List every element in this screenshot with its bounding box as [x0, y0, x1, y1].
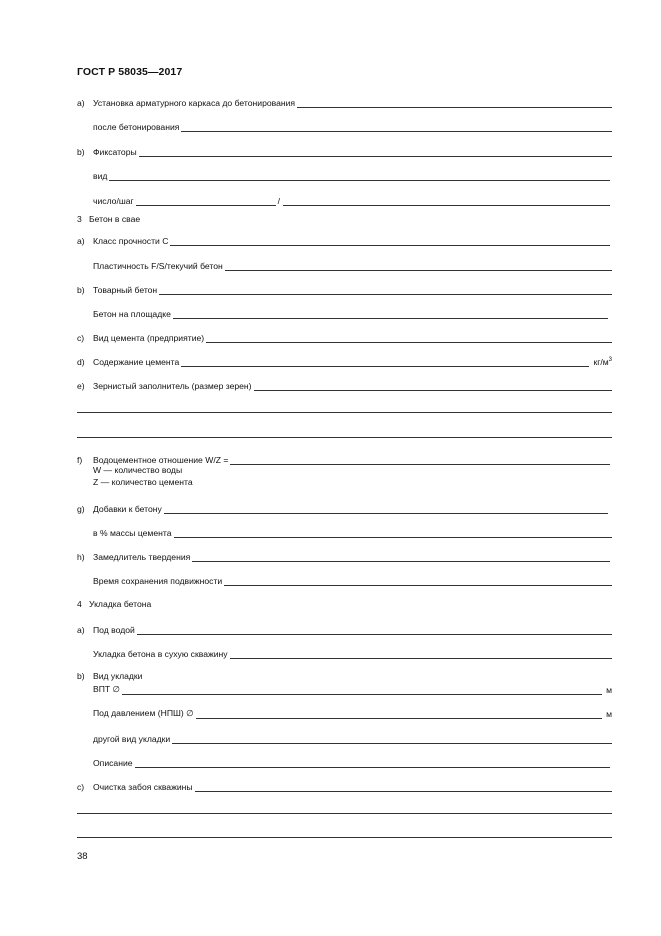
fill-line-number[interactable]	[136, 196, 276, 206]
section-number: 3	[77, 214, 82, 224]
field-description	[93, 756, 610, 768]
fill-line[interactable]	[137, 625, 612, 635]
field-label: Укладка бетона в сухую скважину	[93, 649, 228, 659]
field-label: другой вид укладки	[93, 734, 171, 744]
page-number: 38	[77, 851, 88, 862]
item-marker: d)	[77, 357, 85, 367]
fill-line[interactable]	[196, 709, 602, 719]
item-marker: b)	[77, 671, 85, 681]
item-marker: c)	[77, 782, 85, 792]
field-label: Под давлением (НПШ) ∅	[93, 708, 194, 718]
item-marker: a)	[77, 98, 85, 108]
fill-line[interactable]	[109, 171, 610, 181]
fill-line-extra[interactable]	[77, 837, 612, 838]
field-hole-cleaning	[77, 780, 612, 792]
field-cage-installation	[77, 96, 612, 108]
field-label: Очистка забоя скважины	[93, 782, 193, 792]
field-label: Товарный бетон	[93, 285, 158, 295]
fill-line-extra[interactable]	[77, 813, 612, 814]
item-marker: e)	[77, 381, 85, 391]
field-cement-type	[77, 331, 612, 343]
section-number: 4	[77, 599, 82, 609]
field-label: в % массы цемента	[93, 528, 172, 538]
field-number-step	[93, 194, 610, 206]
field-label: Установка арматурного каркаса до бетонирования	[93, 98, 296, 108]
field-label: Добавки к бетону	[93, 504, 162, 514]
field-label: Класс прочности С	[93, 236, 169, 246]
fill-line[interactable]	[181, 357, 589, 367]
fill-line[interactable]	[135, 758, 610, 768]
fill-line[interactable]	[159, 285, 612, 295]
fill-line[interactable]	[173, 309, 608, 319]
fill-line[interactable]	[297, 98, 612, 108]
field-cement-content	[77, 355, 612, 367]
section-4-heading	[77, 599, 151, 609]
field-fixators	[77, 145, 612, 157]
field-additives-percent	[93, 526, 612, 538]
field-label: Бетон на площадке	[93, 309, 171, 319]
item-marker: b)	[77, 285, 85, 295]
field-label: Содержание цемента	[93, 357, 180, 367]
field-aggregate	[77, 379, 612, 391]
field-plasticity	[93, 259, 612, 271]
field-vpt-diameter	[93, 683, 612, 695]
item-marker: b)	[77, 147, 85, 157]
field-label: Водоцементное отношение W/Z =	[93, 455, 229, 465]
field-label: Описание	[93, 758, 133, 768]
separator-slash: /	[277, 196, 281, 206]
section-title: Бетон в свае	[89, 214, 141, 224]
unit-label: $кг/м^3$	[593, 357, 612, 367]
field-label: ВПТ ∅	[93, 684, 121, 694]
item-marker: h)	[77, 552, 85, 562]
item-marker: f)	[77, 455, 83, 465]
fill-line-extra[interactable]	[77, 437, 612, 438]
fill-line[interactable]	[224, 576, 612, 586]
section-3-heading	[77, 214, 140, 224]
field-after-concreting	[93, 120, 612, 132]
fill-line-step[interactable]	[283, 196, 610, 206]
fill-line[interactable]	[164, 504, 608, 514]
field-label: Под водой	[93, 625, 135, 635]
fill-line[interactable]	[230, 455, 610, 465]
item-marker: g)	[77, 504, 85, 514]
item-marker: a)	[77, 625, 85, 635]
fill-line[interactable]	[174, 528, 613, 538]
field-label: Зернистый заполнитель (размер зерен)	[93, 381, 252, 391]
unit-label: м	[606, 709, 612, 719]
field-underwater	[77, 623, 612, 635]
fill-line[interactable]	[254, 381, 612, 391]
field-label: Вид укладки	[93, 671, 143, 681]
section-title: Укладка бетона	[89, 599, 152, 609]
field-label: Замедлитель твердения	[93, 552, 191, 562]
field-label: Время сохранения подвижности	[93, 576, 223, 586]
field-workability	[93, 574, 612, 586]
fill-line[interactable]	[230, 649, 612, 659]
fill-line[interactable]	[172, 734, 612, 744]
field-commercial-concrete	[77, 283, 612, 295]
field-label: вид	[93, 171, 108, 181]
field-strength-class	[77, 234, 610, 246]
item-marker: c)	[77, 333, 85, 343]
item-marker: a)	[77, 236, 85, 246]
field-dry-hole	[93, 647, 612, 659]
fill-line[interactable]	[206, 333, 612, 343]
fill-line[interactable]	[139, 147, 612, 157]
fill-line[interactable]	[181, 122, 612, 132]
field-wc-ratio	[77, 453, 610, 465]
note-w: W — количество воды	[93, 465, 183, 475]
field-retarder	[77, 550, 610, 562]
field-placement-type	[77, 671, 142, 681]
unit-label: м	[606, 685, 612, 695]
field-onsite-concrete	[93, 307, 608, 319]
field-pressure-diameter	[93, 707, 612, 719]
field-label: Вид цемента (предприятие)	[93, 333, 205, 343]
field-fixator-type	[93, 169, 610, 181]
field-other-placement	[93, 732, 612, 744]
field-label: после бетонирования	[93, 122, 180, 132]
fill-line[interactable]	[225, 261, 612, 271]
field-additives	[77, 502, 608, 514]
fill-line[interactable]	[122, 685, 602, 695]
field-label: число/шаг	[93, 196, 134, 206]
note-z: Z — количество цемента	[93, 477, 193, 487]
fill-line[interactable]	[170, 236, 610, 246]
document-header: ГОСТ Р 58035—2017	[77, 66, 183, 78]
fill-line-extra[interactable]	[77, 412, 612, 413]
field-label: Фиксаторы	[93, 147, 137, 157]
fill-line[interactable]	[192, 552, 610, 562]
field-label: Пластичность F/S/текучий бетон	[93, 261, 223, 271]
fill-line[interactable]	[195, 782, 612, 792]
